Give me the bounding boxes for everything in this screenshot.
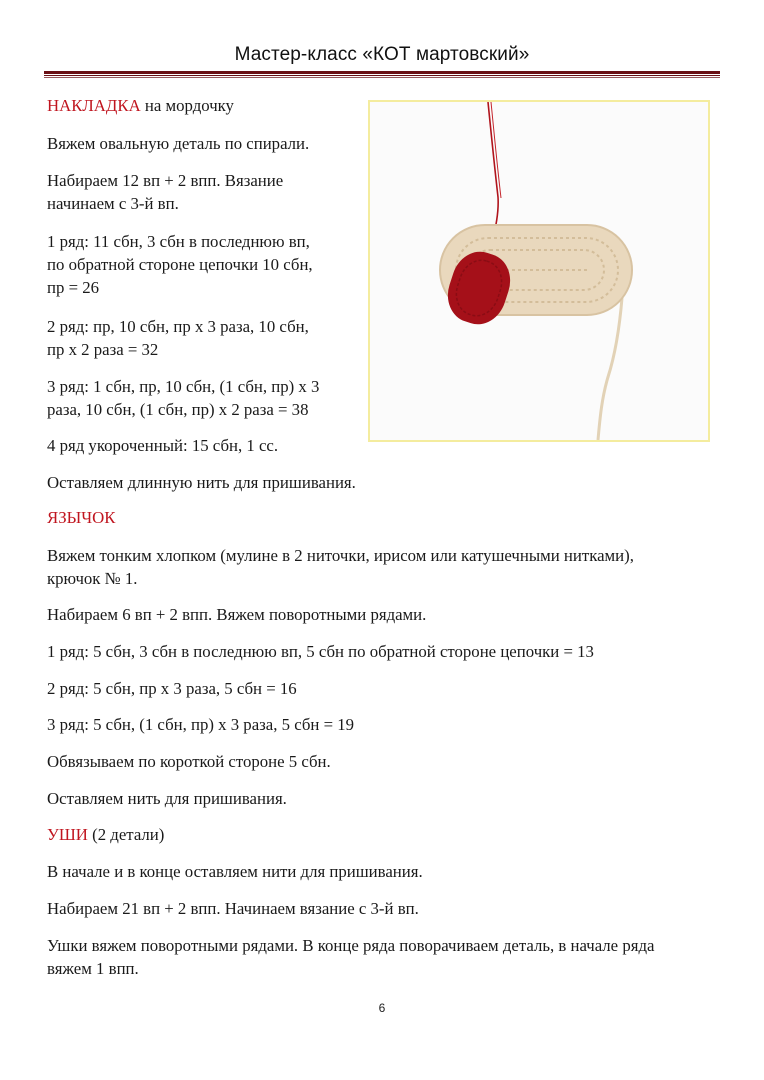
muzzle-heading-red: НАКЛАДКА <box>47 96 141 115</box>
muzzle-row4: 4 ряд укороченный: 15 сбн, 1 сс. <box>47 436 279 455</box>
muzzle-row1-line-1: 1 ряд: 11 сбн, 3 сбн в последнюю вп, <box>47 232 310 251</box>
page-header-title: Мастер-класс «КОТ мартовский» <box>234 44 530 65</box>
muzzle-row3-line-1: 3 ряд: 1 сбн, пр, 10 сбн, (1 сбн, пр) х 3 <box>47 377 320 396</box>
muzzle-intro: Вяжем овальную деталь по спирали. <box>47 134 310 153</box>
header-rule-light <box>44 77 720 78</box>
muzzle-row2-line-1: 2 ряд: пр, 10 сбн, пр х 3 раза, 10 сбн, <box>47 317 309 336</box>
tongue-row3: 3 ряд: 5 сбн, (1 сбн, пр) х 3 раза, 5 сбн = 19 <box>47 715 355 734</box>
tongue-intro-line-2: крючок № 1. <box>47 569 138 588</box>
tongue-edge: Обвязываем по короткой стороне 5 сбн. <box>47 752 331 771</box>
ears-heading-red: УШИ <box>47 825 88 844</box>
muzzle-heading <box>47 94 234 117</box>
muzzle-heading-rest: на мордочку <box>140 96 234 115</box>
tongue-row2: 2 ряд: 5 сбн, пр х 3 раза, 5 сбн = 16 <box>47 679 297 698</box>
page-number: 6 <box>378 1001 386 1015</box>
tongue-intro-line-1: Вяжем тонким хлопком (мулине в 2 ниточки, ирисом или катушечными нитками), <box>47 546 634 565</box>
ears-cast-on: Набираем 21 вп + 2 впп. Начинаем вязание с 3-й вп. <box>47 899 419 918</box>
muzzle-finish: Оставляем длинную нить для пришивания. <box>47 473 356 492</box>
muzzle-cast-on-line-2: начинаем с 3-й вп. <box>47 194 179 213</box>
tongue-heading: ЯЗЫЧОК <box>47 508 116 527</box>
muzzle-cast-on-line-1: Набираем 12 вп + 2 впп. Вязание <box>47 171 284 190</box>
ears-heading-rest: (2 детали) <box>87 825 165 844</box>
ears-rows-line-2: вяжем 1 впп. <box>47 959 139 978</box>
tongue-finish: Оставляем нить для пришивания. <box>47 789 287 808</box>
tongue-cast-on: Набираем 6 вп + 2 впп. Вяжем поворотными рядами. <box>47 605 427 624</box>
muzzle-row1-line-3: пр = 26 <box>47 278 100 297</box>
crochet-photo <box>368 100 710 442</box>
header-rule-thin <box>44 75 720 76</box>
tongue-row1: 1 ряд: 5 сбн, 3 сбн в последнюю вп, 5 сбн по обратной стороне цепочки = 13 <box>47 642 594 661</box>
header-rule <box>44 71 720 74</box>
ears-rows-line-1: Ушки вяжем поворотными рядами. В конце ряда поворачиваем деталь, в начале ряда <box>47 936 655 955</box>
ears-threads: В начале и в конце оставляем нити для пришивания. <box>47 862 423 881</box>
ears-heading <box>47 823 164 846</box>
muzzle-row2-line-2: пр х 2 раза = 32 <box>47 340 159 359</box>
muzzle-row3-line-2: раза, 10 сбн, (1 сбн, пр) х 2 раза = 38 <box>47 400 309 419</box>
crochet-oval-illustration <box>370 102 708 440</box>
muzzle-row1-line-2: по обратной стороне цепочки 10 сбн, <box>47 255 313 274</box>
